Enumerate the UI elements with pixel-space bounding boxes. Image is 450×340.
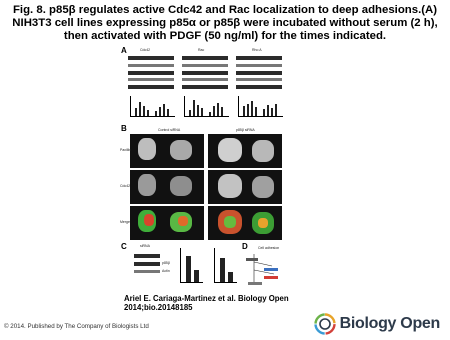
- slide-title: Fig. 8. p85β regulates active Cdc42 and Rac localization to deep adhesions.(A) NIH3T3 cell lines expressing p85α or p85β were incubated without serum (2 h), then activated with PDGF (50 ng/ml) for the times indicated.: [12, 4, 438, 42]
- panel-b-control-label: Control siRNA: [158, 128, 181, 132]
- panel-d-label: D: [242, 242, 248, 251]
- logo-mark-icon: [314, 313, 336, 335]
- citation-doi: 2014;bio.20148185: [124, 303, 193, 312]
- citation: [124, 294, 289, 312]
- panel-c-p85b-label: p85β: [162, 261, 170, 265]
- panel-a-heading-rhoa: Rho A: [252, 48, 262, 52]
- panel-b-label: B: [121, 124, 127, 133]
- panel-a-graph-rac: [184, 96, 229, 117]
- panel-a-heading-rac: Rac: [198, 48, 205, 52]
- panel-b-row-merge: Merge: [120, 220, 130, 224]
- biology-open-logo: [314, 313, 440, 335]
- panel-b-row-cdc42: Cdc42: [120, 184, 131, 188]
- panel-c-label: C: [121, 242, 127, 251]
- citation-authors: Ariel E. Cariaga-Martinez et al. Biology Open: [124, 294, 289, 303]
- panel-a-heading-cdc42: Cdc42: [140, 48, 151, 52]
- panel-c-graph-2: [214, 248, 237, 283]
- panel-a-label: A: [121, 46, 127, 55]
- panel-c-actin-label: Actin: [162, 269, 170, 273]
- panel-c-graph-1: [180, 248, 203, 283]
- logo-text: Biology Open: [339, 315, 440, 332]
- panel-d-diagram: [244, 252, 284, 288]
- panel-c-sirna-label: siRNA: [140, 244, 150, 248]
- panel-a-graph-cdc42: [130, 96, 175, 117]
- panel-d-cell-adhesion: Cell adhesion: [258, 246, 280, 250]
- panel-b-row-paxillin: Paxillin: [120, 148, 132, 152]
- panel-b-p85b-label: p85β siRNA: [236, 128, 255, 132]
- panel-a-graph-rhoa: [238, 96, 283, 117]
- figure-image: [118, 48, 286, 292]
- copyright-notice: © 2014. Published by The Company of Biologists Ltd: [4, 323, 149, 330]
